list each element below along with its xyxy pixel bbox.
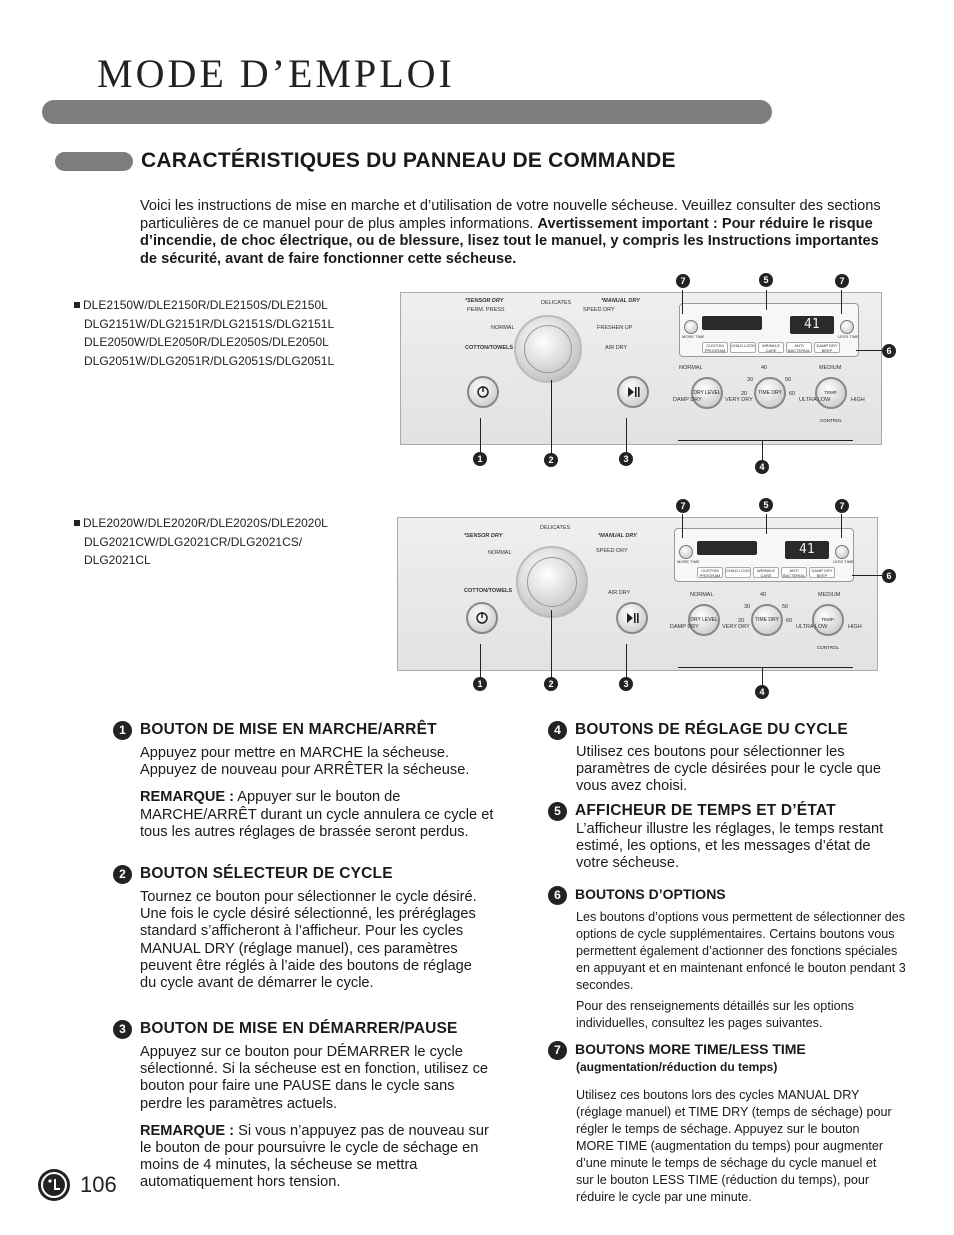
control-panel-b	[397, 517, 878, 671]
dry-level-normal: NORMAL	[690, 592, 714, 598]
number-badge: 7	[548, 1041, 567, 1060]
medium-label: MEDIUM	[819, 365, 842, 371]
time-lcd	[785, 541, 829, 559]
time-label: 40	[760, 592, 767, 598]
number-badge: 5	[548, 802, 567, 821]
item-7-subtitle: (augmentation/réduction du temps)	[576, 1060, 778, 1074]
less-time-button[interactable]	[835, 545, 849, 559]
leader-line	[480, 644, 481, 678]
bullet-square-icon	[74, 302, 80, 308]
dry-level-button[interactable]: DRY LEVEL	[691, 377, 723, 409]
dry-level-normal: NORMAL	[679, 365, 703, 371]
dial-label: FRESHEN UP	[597, 325, 633, 331]
callout-6: 6	[882, 569, 896, 583]
play-pause-icon	[619, 378, 647, 406]
cycle-selector-knob[interactable]	[516, 546, 588, 618]
number-badge: 1	[113, 721, 132, 740]
leader-line	[841, 514, 842, 538]
status-lcd	[702, 316, 762, 330]
option-button[interactable]: WRINKLE CARE	[753, 567, 779, 578]
very-dry-label: VERY DRY	[722, 624, 750, 630]
item-5-text: L’afficheur illustre les réglages, le temps restant estimé, les options, et les messages d’état de votre sécheuse.	[576, 821, 884, 872]
callout-7: 7	[835, 499, 849, 513]
callout-6: 6	[882, 344, 896, 358]
power-button[interactable]	[466, 602, 498, 634]
knob-center	[527, 557, 577, 607]
time-label: 50	[782, 604, 789, 610]
dial-label: SPEED DRY	[583, 307, 615, 313]
item-3-heading: 3 BOUTON DE MISE EN DÉMARRER/PAUSE	[113, 1020, 458, 1039]
model-line: DLE2020W/DLE2020R/DLE2020S/DLE2020L	[74, 514, 328, 533]
leader-line	[551, 380, 552, 454]
time-label: 30	[744, 604, 751, 610]
temp-control-button[interactable]: TEMP. CONTROL	[815, 377, 847, 409]
item-6-body	[576, 909, 906, 1032]
option-button[interactable]: DAMP DRY BEEP	[809, 567, 835, 578]
page-title: MODE D’EMPLOI	[97, 51, 455, 96]
section-title: CARACTÉRISTIQUES DU PANNEAU DE COMMANDE	[141, 149, 676, 172]
cycle-selector-knob[interactable]	[514, 315, 582, 383]
model-line: DLE2150W/DLE2150R/DLE2150S/DLE2150L	[74, 296, 334, 315]
time-status-display	[674, 528, 854, 582]
dial-label: NORMAL	[491, 325, 515, 331]
callout-1: 1	[473, 677, 487, 691]
control-panel-a	[400, 292, 882, 445]
leader-line	[626, 644, 627, 678]
callout-5: 5	[759, 273, 773, 287]
item-1-note: REMARQUE : Appuyer sur le bouton de MARCHE/ARRÊT durant un cycle annulera ce cycle et tous les autres réglages de brassée seront perdus.	[140, 789, 494, 840]
item-3-note: REMARQUE : Si vous n’appuyez pas de nouveau sur le bouton de pour poursuivre le cycle de séchage en moins de 4 minutes, la sécheuse se mettra automatiquement hors tension.	[140, 1122, 489, 1191]
item-7-text: Utilisez ces boutons lors des cycles MANUAL DRY (réglage manuel) et TIME DRY (temps de séchage) pour régler le temps de séchage. Appuyez sur le bouton MORE TIME (augmentation du temps) pour augmenter d’une minute le temps de séchage du cycle manuel et sur le bouton LESS TIME (réduction du temps), pour réduire le cycle par une minute.	[576, 1088, 892, 1204]
model-line: DLG2051W/DLG2051R/DLG2051S/DLG2051L	[84, 353, 335, 368]
callout-2: 2	[544, 677, 558, 691]
item-3-text: Appuyez sur ce bouton pour DÉMARRER le cycle sélectionné. Si la sécheuse est en fonction, utilisez ce bouton pour faire une PAUSE dans le cycle sans perdre les paramètres actuels.	[140, 1044, 489, 1112]
item-5-body	[576, 821, 901, 873]
item-7-body	[576, 1087, 896, 1206]
leader-line	[766, 514, 767, 534]
option-button[interactable]: ANTI BACTERIAL	[782, 568, 806, 578]
leader-line	[841, 290, 842, 314]
manual-dry-label: *MANUAL DRY	[598, 533, 637, 539]
intro-warning: Avertissement important : Pour réduire le risque d’incendie, de choc électrique, ou de blessure, lisez tout le manuel, y compris les Instructions importantes de sécurité, avant de faire fonctionner cette sécheuse.	[140, 215, 879, 267]
model-line: DLE2050W/DLE2050R/DLE2050S/DLE2050L	[84, 335, 329, 349]
bullet-square-icon	[74, 520, 80, 526]
number-badge: 6	[548, 886, 567, 905]
number-badge: 3	[113, 1020, 132, 1039]
option-button[interactable]: ANTI BACTERIAL	[787, 343, 811, 353]
item-6-heading: 6 BOUTONS D’OPTIONS	[548, 886, 726, 905]
leader-line	[678, 440, 853, 441]
time-readout: 41	[804, 317, 820, 332]
item-4-text: Utilisez ces boutons pour sélectionner les paramètres de cycle désirées pour le cycle que vous avez choisi.	[576, 744, 882, 795]
dial-label: PERM. PRESS	[467, 307, 505, 313]
model-list-b	[74, 514, 328, 570]
section-pill	[55, 152, 133, 171]
more-time-label: MORE TIME	[682, 334, 705, 339]
dial-label: DELICATES	[540, 525, 571, 531]
item-2-text: Tournez ce bouton pour sélectionner le cycle désiré. Une fois le cycle désiré sélectionné, les préréglages standard s’afficheront à l’afficheur. Pour les cycles MANUAL DRY (réglage manuel), ces paramètres peuvent être réglés à l’aide des boutons de réglage du cycle avant de démarrer le cycle.	[140, 889, 477, 992]
more-time-button[interactable]	[684, 320, 698, 334]
lg-face-icon	[38, 1169, 70, 1201]
callout-4: 4	[755, 685, 769, 699]
number-badge: 4	[548, 721, 567, 740]
item-4-body	[576, 744, 896, 796]
lg-logo-icon	[38, 1169, 70, 1201]
power-button[interactable]	[467, 376, 499, 408]
leader-line	[551, 610, 552, 678]
time-dry-button[interactable]: TIME DRY	[751, 604, 783, 636]
time-label: 20	[741, 391, 748, 397]
callout-3: 3	[619, 452, 633, 466]
callout-7: 7	[676, 499, 690, 513]
callout-7: 7	[835, 274, 849, 288]
leader-line	[856, 350, 882, 351]
item-6-text-2: Pour des renseignements détaillés sur les options individuelles, consultez les pages suivantes.	[576, 999, 854, 1030]
power-icon	[469, 378, 497, 406]
model-list-a	[74, 296, 334, 370]
medium-label: MEDIUM	[818, 592, 841, 598]
item-2-heading: 2 BOUTON SÉLECTEUR DE CYCLE	[113, 865, 393, 884]
page-number: 106	[80, 1172, 117, 1197]
dial-label: COTTON/TOWELS	[464, 588, 513, 594]
knob-center	[524, 325, 572, 373]
option-button[interactable]: CHILD LOCK	[725, 567, 751, 578]
callout-3: 3	[619, 677, 633, 691]
more-time-button[interactable]	[679, 545, 693, 559]
time-label: 30	[747, 377, 754, 383]
sensor-dry-label: *SENSOR DRY	[465, 298, 504, 304]
item-2-body	[140, 889, 485, 992]
time-status-display	[679, 303, 859, 357]
item-3-body	[140, 1044, 500, 1192]
time-readout: 41	[799, 542, 815, 557]
intro-text: Voici les instructions de mise en marche et d’utilisation de votre nouvelle sécheuse. Veuillez consulter des sections particulières de ce manuel pour de plus amples informations.	[140, 198, 881, 232]
leader-line	[766, 290, 767, 310]
leader-line	[480, 418, 481, 452]
item-6-text: Les boutons d’options vous permettent de sélectionner des options de cycle supplémentaires. Certains boutons vous permettent également d’actionner des fonctions spéciales en appuyant et en maintenant enfoncé le bouton pendant 3 secondes.	[576, 910, 906, 992]
ultra-low-label: ULTRA LOW	[799, 397, 831, 403]
more-time-label: MORE TIME	[677, 559, 700, 564]
temp-control-button[interactable]: TEMP. CONTROL	[812, 604, 844, 636]
model-line: DLG2021CL	[84, 553, 151, 567]
time-lcd	[790, 316, 834, 334]
dry-level-button[interactable]: DRY LEVEL	[688, 604, 720, 636]
option-button[interactable]: WRINKLE CARE	[758, 342, 784, 353]
sensor-dry-label: *SENSOR DRY	[464, 533, 503, 539]
manual-dry-label: *MANUAL DRY	[601, 298, 640, 304]
item-7-heading: 7 BOUTONS MORE TIME/LESS TIME	[548, 1041, 806, 1060]
leader-line	[762, 667, 763, 685]
power-icon	[468, 604, 496, 632]
item-1-heading: 1 BOUTON DE MISE EN MARCHE/ARRÊT	[113, 721, 437, 740]
leader-line	[852, 575, 882, 576]
item-5-heading: 5 AFFICHEUR DE TEMPS ET D’ÉTAT	[548, 802, 836, 821]
item-1-text: Appuyez pour mettre en MARCHE la sécheuse. Appuyez de nouveau pour ARRÊTER la sécheuse.	[140, 745, 470, 779]
leader-line	[682, 290, 683, 314]
time-label: 60	[786, 618, 793, 624]
time-label: 60	[789, 391, 796, 397]
time-dry-button[interactable]: TIME DRY	[754, 377, 786, 409]
item-1-body	[140, 745, 500, 841]
item-4-heading: 4 BOUTONS DE RÉGLAGE DU CYCLE	[548, 721, 848, 740]
leader-line	[682, 514, 683, 538]
start-pause-button[interactable]	[616, 602, 648, 634]
less-time-label: LESS TIME	[838, 334, 859, 339]
number-badge: 2	[113, 865, 132, 884]
option-button[interactable]: CUSTOM PROGRAM	[697, 567, 723, 578]
less-time-button[interactable]	[840, 320, 854, 334]
intro-paragraph	[140, 198, 890, 268]
leader-line	[626, 418, 627, 452]
leader-line	[678, 667, 853, 668]
dial-label: AIR DRY	[605, 345, 628, 351]
dial-label: NORMAL	[488, 550, 512, 556]
start-pause-button[interactable]	[617, 376, 649, 408]
time-label: 40	[761, 365, 768, 371]
time-label: 50	[785, 377, 792, 383]
header-bar	[42, 100, 772, 124]
leader-line	[762, 440, 763, 460]
damp-dry-label: DAMP DRY	[673, 397, 702, 403]
ultra-low-label: ULTRA LOW	[796, 624, 828, 630]
play-pause-icon	[618, 604, 646, 632]
callout-2: 2	[544, 453, 558, 467]
option-button[interactable]: CUSTOM PROGRAM	[702, 342, 728, 353]
dial-label: DELICATES	[541, 300, 572, 306]
callout-1: 1	[473, 452, 487, 466]
option-button[interactable]: DAMP DRY BEEP	[814, 342, 840, 353]
dial-label: COTTON/TOWELS	[465, 345, 514, 351]
callout-5: 5	[759, 498, 773, 512]
less-time-label: LESS TIME	[833, 559, 854, 564]
callout-7: 7	[676, 274, 690, 288]
high-label: HIGH	[848, 624, 862, 630]
model-line: DLG2151W/DLG2151R/DLG2151S/DLG2151L	[84, 316, 335, 331]
callout-4: 4	[755, 460, 769, 474]
time-label: 20	[738, 618, 745, 624]
dial-label: AIR DRY	[608, 590, 631, 596]
dial-label: SPEED DRY	[596, 548, 628, 554]
option-button[interactable]: CHILD LOCK	[730, 342, 756, 353]
damp-dry-label: DAMP DRY	[670, 624, 699, 630]
high-label: HIGH	[851, 397, 865, 403]
status-lcd	[697, 541, 757, 555]
very-dry-label: VERY DRY	[725, 397, 753, 403]
model-line: DLG2021CW/DLG2021CR/DLG2021CS/	[84, 534, 303, 549]
